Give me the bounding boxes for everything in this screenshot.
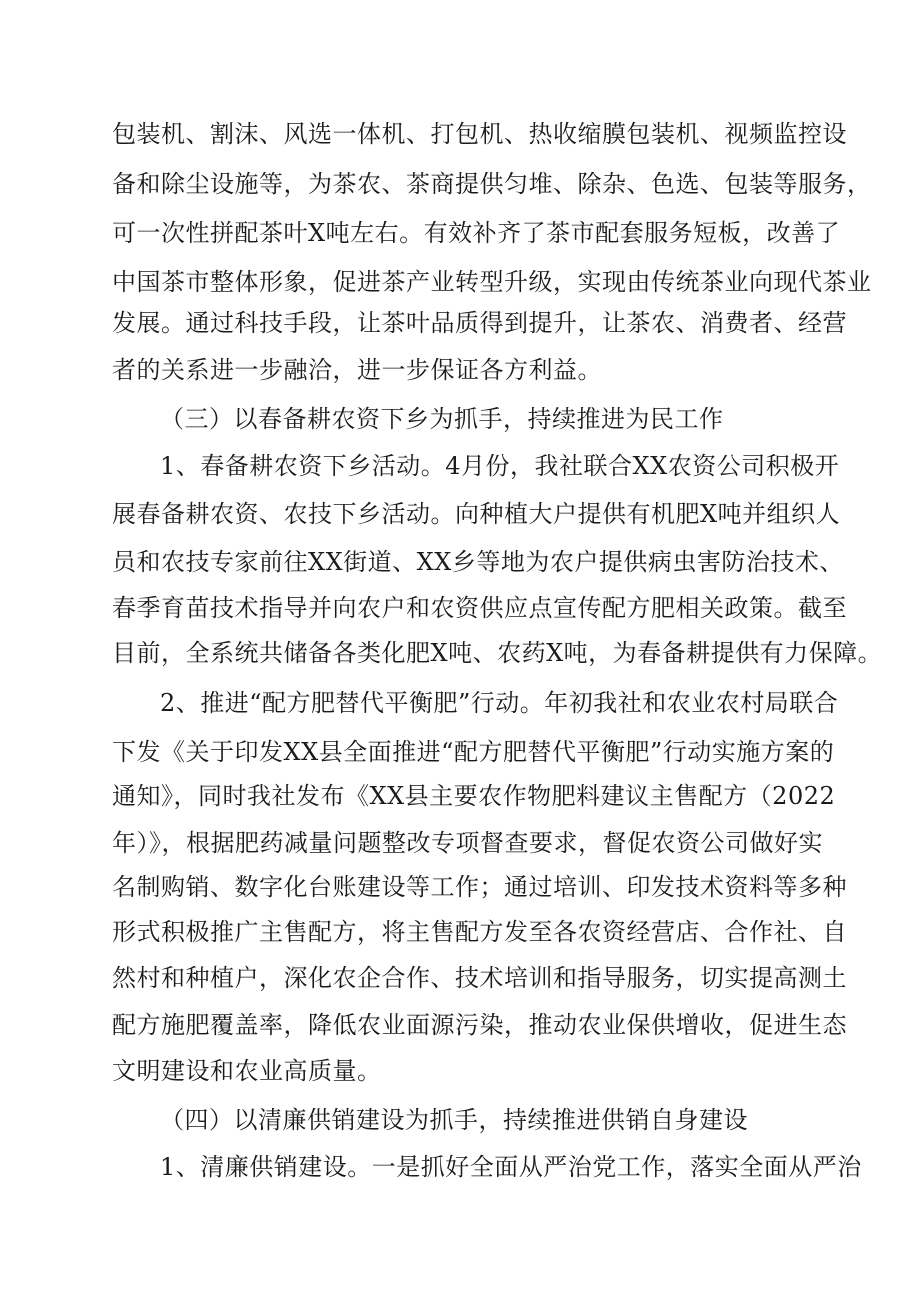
line-text: 名制购销、数字化台账建设等工作；通过培训、印发技术资料等多种: [112, 873, 847, 901]
line-text: 配方施肥覆盖率，降低农业面源污染，推动农业保供增收，促进生态: [112, 1011, 847, 1039]
line-text: 中国茶市整体形象，促进茶产业转型升级，实现由传统茶业向现代茶业: [112, 268, 872, 296]
heading-text: （四）以清廉供销建设为抓手，持续推进供销自身建设: [160, 1106, 748, 1134]
line-text: 包装机、割沫、风选一体机、打包机、热收缩膜包装机、视频监控设: [112, 120, 847, 148]
line-text: 目前，全系统共储备各类化肥X吨、农药X吨，为春备耕提供有力保障。: [112, 639, 883, 667]
line-text: 形式积极推广主售配方，将主售配方发至各农资经营店、合作社、自: [112, 918, 847, 946]
text-line: [0, 870, 920, 904]
line-text: 1、春备耕农资下乡活动。4月份，我社联合XX农资公司积极开: [160, 452, 840, 480]
text-line: [0, 915, 920, 949]
text-line: [0, 826, 920, 860]
text-line: [0, 306, 920, 340]
text-line: [0, 167, 920, 201]
text-line: [0, 265, 920, 299]
text-line: [0, 636, 920, 670]
text-line: [0, 735, 920, 769]
heading-text: （三）以春备耕农资下乡为抓手，持续推进为民工作: [160, 405, 724, 433]
text-line: [0, 961, 920, 995]
text-line: [0, 216, 920, 250]
text-line: [0, 545, 920, 579]
text-line: [0, 1008, 920, 1042]
section-heading: [0, 402, 920, 436]
line-text: 展春备耕农资、农技下乡活动。向种植大户提供有机肥X吨并组织人: [112, 500, 841, 528]
section-heading: [0, 1103, 920, 1137]
line-text: 2、推进“配方肥替代平衡肥”行动。年初我社和农业农村局联合: [160, 689, 839, 717]
line-text: 备和除尘设施等，为茶农、茶商提供匀堆、除杂、色选、包装等服务，: [112, 170, 872, 198]
text-line: [0, 1054, 920, 1088]
text-line: [0, 779, 920, 813]
text-line: [0, 449, 920, 483]
text-line: [0, 353, 920, 387]
text-line: [0, 117, 920, 151]
line-text: 然村和种植户，深化农企合作、技术培训和指导服务，切实提高测土: [112, 964, 847, 992]
text-line: [0, 591, 920, 625]
line-text: 下发《关于印发XX县全面推进“配方肥替代平衡肥”行动实施方案的: [112, 738, 835, 766]
line-text: 春季育苗技术指导并向农户和农资供应点宣传配方肥相关政策。截至: [112, 594, 847, 622]
line-text: 通知》，同时我社发布《XX县主要农作物肥料建议主售配方（2022: [112, 782, 836, 810]
text-line: [0, 686, 920, 720]
line-text: 员和农技专家前往XX街道、XX乡等地为农户提供病虫害防治技术、: [112, 548, 844, 576]
line-text: 1、清廉供销建设。一是抓好全面从严治党工作，落实全面从严治: [160, 1153, 862, 1181]
text-line: [0, 497, 920, 531]
text-line: [0, 1150, 920, 1184]
line-text: 可一次性拼配茶叶X吨左右。有效补齐了茶市配套服务短板，改善了: [112, 219, 841, 247]
line-text: 者的关系进一步融洽，进一步保证各方利益。: [112, 356, 602, 384]
line-text: 发展。通过科技手段，让茶叶品质得到提升，让茶农、消费者、经营: [112, 309, 847, 337]
line-text: 年）》，根据肥药减量问题整改专项督查要求，督促农资公司做好实: [112, 829, 823, 857]
line-text: 文明建设和农业高质量。: [112, 1057, 382, 1085]
